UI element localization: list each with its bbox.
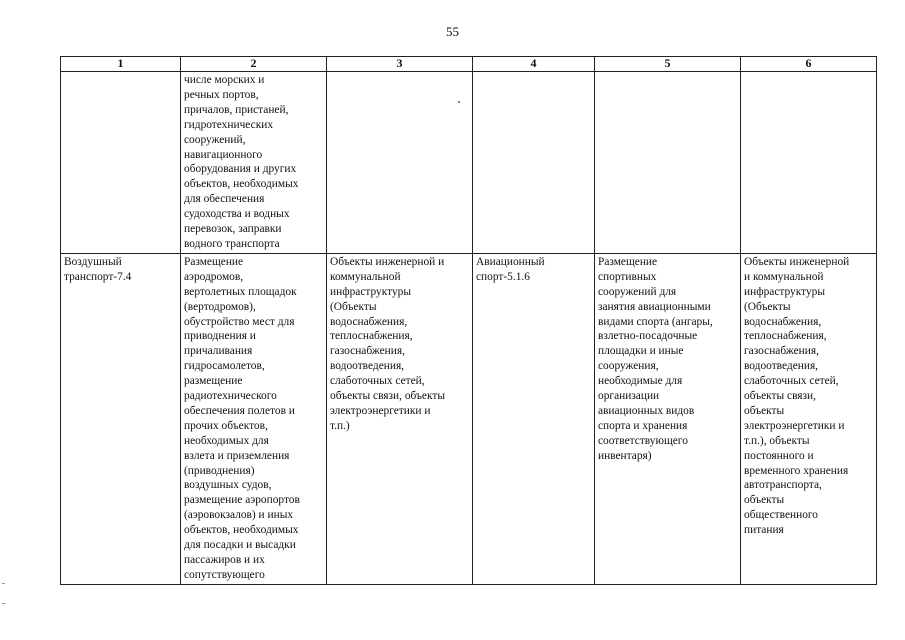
table-cell [473,72,595,254]
column-header-2: 2 [181,57,327,72]
table-cell: Размещение аэродромов, вертолетных площадок (вертодромов), обустройство мест для приводнения и причаливания гидросамолетов, размещение радиотехнического обеспечения полетов и прочих объектов, необходимых для взлета и приземления (приводнения) воздушных судов, размещение аэропортов (аэровокзалов) и иных объектов, необходимых для посадки и высадки пассажиров и их сопутствующего [181,253,327,584]
margin-mark [2,583,5,584]
table-cell [61,72,181,254]
table-cell: Авиационный спорт-5.1.6 [473,253,595,584]
land-use-table [60,56,877,585]
table-header-row [61,57,877,72]
table-cell: числе морских и речных портов, причалов, пристаней, гидротехнических сооружений, навигационного оборудования и других объектов, необходимых для обеспечения судоходства и водных перевозок, заправки водного транспорта [181,72,327,254]
column-header-5: 5 [595,57,741,72]
table-cell: Объекты инженерной и коммунальной инфраструктуры (Объекты водоснабжения, теплоснабжения, газоснабжения, водоотведения, слаботочных сетей, объекты связи, объекты электроэнергетики и т.п.) [327,253,473,584]
table-row [61,72,877,254]
page-number: 55 [446,24,459,39]
column-header-3: 3 [327,57,473,72]
table-cell: Объекты инженерной и коммунальной инфраструктуры (Объекты водоснабжения, теплоснабжения, газоснабжения, водоотведения, слаботочных сетей, объекты связи, объекты электроэнергетики и т.п.), объекты постоянного и временного хранения автотранспорта, объекты общественного питания [741,253,877,584]
table-cell [741,72,877,254]
column-header-1: 1 [61,57,181,72]
table-row [61,253,877,584]
column-header-4: 4 [473,57,595,72]
scan-speck [458,101,460,103]
table-cell [327,72,473,254]
column-header-6: 6 [741,57,877,72]
table-cell: Воздушный транспорт-7.4 [61,253,181,584]
margin-mark [2,603,5,604]
table-cell [595,72,741,254]
table-cell: Размещение спортивных сооружений для занятия авиационными видами спорта (ангары, взлетно-посадочные площадки и иные сооружения, необходимые для организации авиационных видов спорта и хранения соответствующего инвентаря) [595,253,741,584]
